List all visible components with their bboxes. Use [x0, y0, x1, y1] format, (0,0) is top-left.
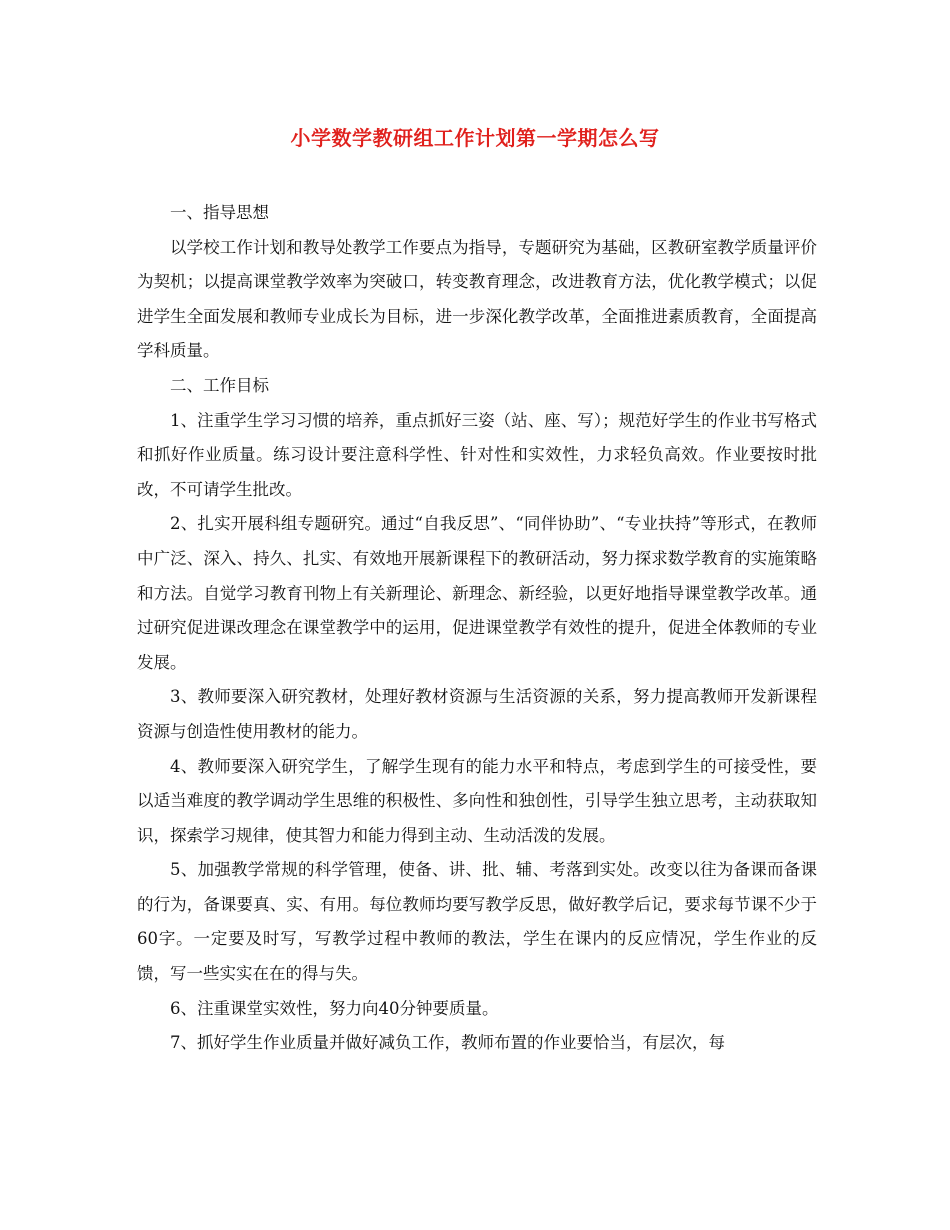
paragraph: 5、加强教学常规的科学管理，使备、讲、批、辅、考落到实处。改变以往为备课而备课的行为，备课要真、实、有用。每位教师均要写教学反思，做好教学后记，要求每节课不少于60字。一定要及时写，写教学过程中教师的教法，学生在课内的反应情况，学生作业的反馈，写一些实实在在的得与失。	[137, 860, 817, 984]
paragraph: 6、注重课堂实效性，努力向40分钟要质量。	[170, 998, 499, 1018]
paragraph: 以学校工作计划和教导处教学工作要点为指导，专题研究为基础，区教研室教学质量评价为契机；以提高课堂教学效率为突破口，转变教育理念，改进教育方法，优化教学模式；以促进学生全面发展和教师专业成长为目标，进一步深化教学改革，全面推进素质教育，全面提高学科质量。	[137, 237, 817, 361]
section-heading: 二、工作目标	[170, 375, 269, 395]
document-body	[137, 196, 817, 1061]
document-title: 小学数学教研组工作计划第一学期怎么写	[290, 126, 660, 150]
paragraph: 3、教师要深入研究教材，处理好教材资源与生活资源的关系，努力提高教师开发新课程资源与创造性使用教材的能力。	[137, 687, 817, 741]
paragraph: 4、教师要深入研究学生，了解学生现有的能力水平和特点，考虑到学生的可接受性，要以适当难度的教学调动学生思维的积极性、多向性和独创性，引导学生独立思考，主动获取知识，探索学习规律，使其智力和能力得到主动、生动活泼的发展。	[137, 756, 817, 845]
section-heading: 一、指导思想	[170, 203, 269, 222]
paragraph: 7、抓好学生作业质量并做好减负工作，教师布置的作业要恰当，有层次，每	[170, 1033, 725, 1053]
paragraph: 1、注重学生学习习惯的培养，重点抓好三姿（站、座、写）；规范好学生的作业书写格式和抓好作业质量。练习设计要注意科学性、针对性和实效性，力求轻负高效。作业要按时批改，不可请学生批改。	[137, 410, 817, 499]
paragraph: 2、扎实开展科组专题研究。通过“自我反思”、“同伴协助”、“专业扶持”等形式，在教师中广泛、深入、持久、扎实、有效地开展新课程下的教研活动，努力探求数学教育的实施策略和方法。自觉学习教育刊物上有关新理论、新理念、新经验，以更好地指导课堂教学改革。通过研究促进课改理念在课堂教学中的运用，促进课堂教学有效性的提升，促进全体教师的专业发展。	[137, 514, 817, 672]
